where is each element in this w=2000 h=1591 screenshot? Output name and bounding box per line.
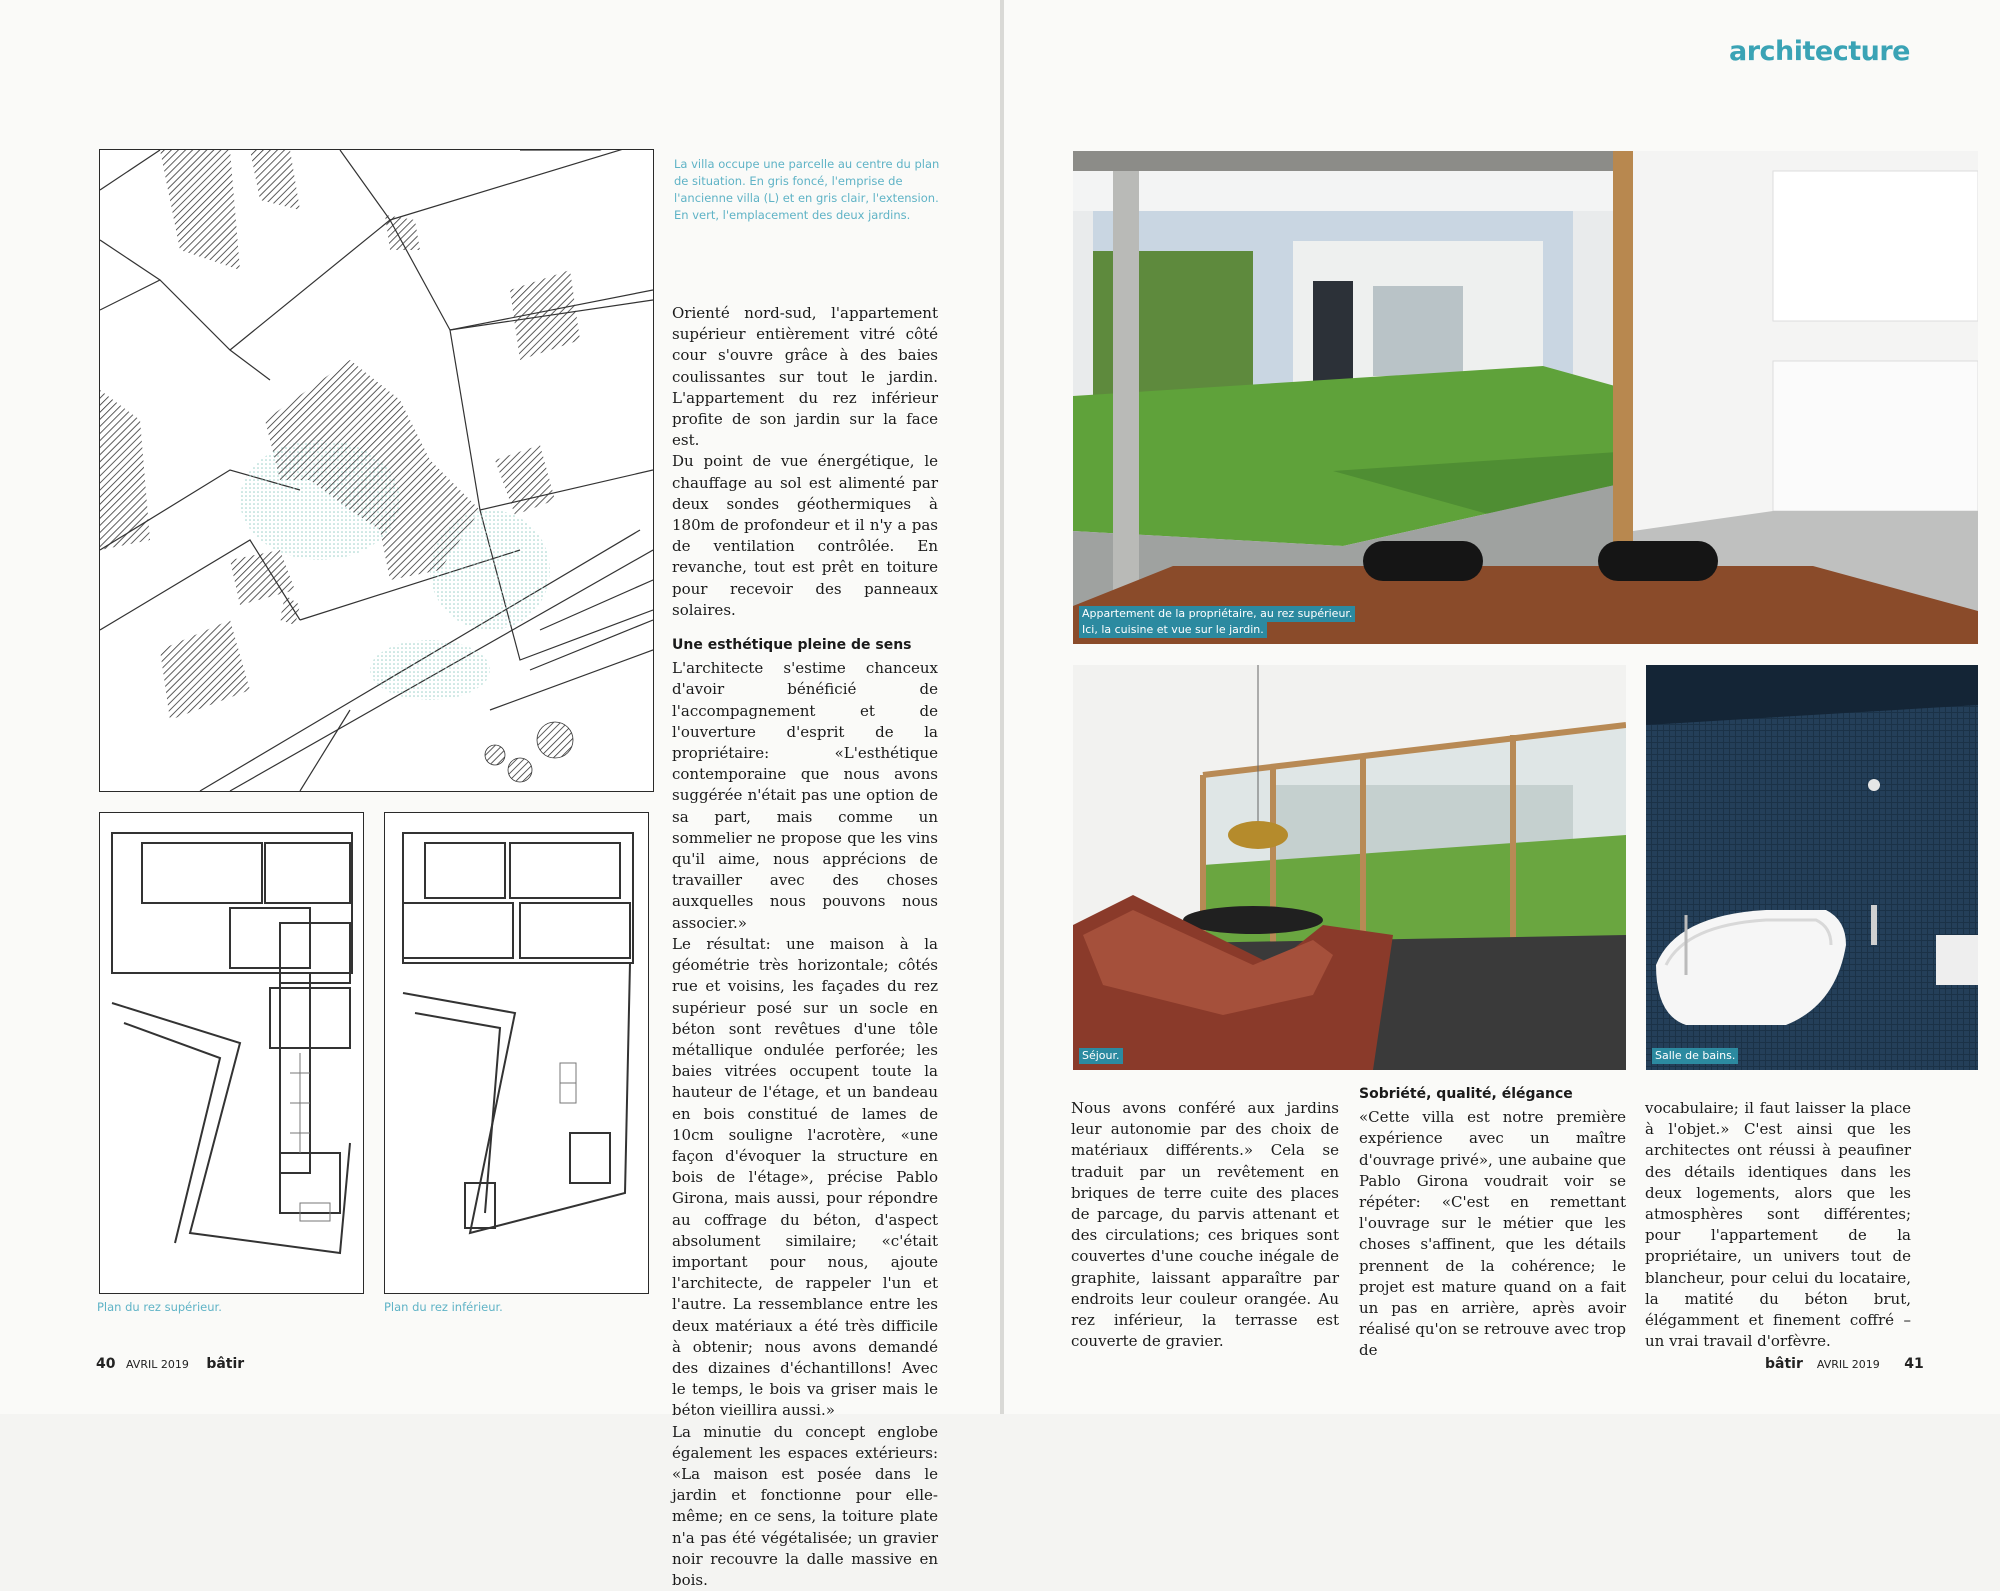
- page-number: 41: [1904, 1356, 1924, 1372]
- paragraph: L'architecte s'estime chanceux d'avoir bénéficié de l'accompagnement et de l'ouverture d'esprit de la propriétaire: «L'esthétique contemporaine que nous avons suggérée n'était pas une option de sa part, mais comme un sommelier ne propose que les vins qu'il aime, nous apprécions de travailler avec des choses auxquelles nous pouvons nous associer.»: [672, 659, 938, 932]
- photo-salle-de-bains: [1646, 665, 1978, 1070]
- photo-kitchen: [1073, 151, 1978, 644]
- issue-date: AVRIL 2019: [125, 1358, 189, 1371]
- plan-caption-lower: Plan du rez inférieur.: [384, 1300, 503, 1314]
- floor-plan-lower: [384, 812, 649, 1294]
- site-plan-caption: La villa occupe une parcelle au centre du plan de situation. En gris foncé, l'emprise de l'ancienne villa (L) et en gris clair, l'extension. En vert, l'emplacement des deux jardins.: [674, 157, 940, 222]
- magazine-name: bâtir: [1765, 1356, 1803, 1372]
- left-text-column: [672, 303, 938, 1591]
- paragraph: Du point de vue énergétique, le chauffage au sol est alimenté par deux sondes géothermiques à 180m de profondeur et il n'y a pas de ventilation contrôlée. En revanche, tout est prêt en toiture pour recevoir des panneaux solaires.: [672, 452, 938, 619]
- right-folio: [1765, 1356, 1924, 1372]
- photo-caption-bain: Salle de bains.: [1652, 1048, 1738, 1064]
- magazine-name: bâtir: [206, 1356, 245, 1372]
- floor-plan-upper: [99, 812, 364, 1294]
- photo-caption-sejour: Séjour.: [1079, 1048, 1123, 1064]
- page-number: 40: [96, 1356, 116, 1372]
- paragraph: «Cette villa est notre première expérience avec un maître d'ouvrage privé», une aubaine que Pablo Girona voudrait voir se répéter: «C'est en remettant l'ouvrage sur le métier que les choses s'affinent, que les détails prennent de la cohérence; le projet est mature quand on a fait un pas en arrière, après avoir réalisé qu'on se retrouve avec trop de: [1359, 1108, 1626, 1360]
- site-plan-drawing: [100, 150, 653, 791]
- section-title: architecture: [1729, 36, 1910, 67]
- subheading: Une esthétique pleine de sens: [672, 637, 912, 654]
- subheading: Sobriété, qualité, élégance: [1359, 1086, 1573, 1102]
- paragraph: Le résultat: une maison à la géométrie très horizontale; côtés rue et voisins, les façades du rez supérieur posé sur un socle en béton sont revêtues d'une tôle métallique ondulée perforée; les baies vitrées occupent toute la hauteur de l'étage, et un bandeau en bois constitué de lames de 10cm souligne l'acrotère, «une façon d'évoquer la structure en bois de l'étage», précise Pablo Girona, mais aussi, pour répondre au coffrage du béton, d'aspect absolument similaire; «c'était important pour nous, ajoute l'architecte, de rappeler l'un et l'autre. La ressemblance entre les deux matériaux a été très difficile à obtenir; nous avons demandé des dizaines d'échantillons! Avec le temps, le bois va griser mais le béton vieillira aussi.»: [672, 934, 938, 1420]
- plan-caption-upper: Plan du rez supérieur.: [97, 1300, 222, 1314]
- paragraph: La minutie du concept englobe également les espaces extérieurs: «La maison est posée dans le jardin et fonctionne pour elle-même; en ce sens, la toiture plate n'a pas été végétalisée; un gravier noir recouvre la dalle massive en bois.: [672, 1422, 938, 1589]
- site-plan: [99, 149, 654, 792]
- paragraph: Orienté nord-sud, l'appartement supérieur entièrement vitré côté cour s'ouvre grâce à des baies coulissantes sur tout le jardin. L'appartement du rez inférieur profite de son jardin sur la face est.: [672, 304, 938, 450]
- issue-date: AVRIL 2019: [1816, 1358, 1880, 1371]
- paragraph: vocabulaire; il faut laisser la place à l'objet.» C'est ainsi que les architectes ont réussi à peaufiner des détails identiques dans les deux logements, alors que les atmosphères sont différentes; pour l'appartement de la propriétaire, un univers tout de blancheur, pour celui du locataire, la matité du béton brut, élégamment et finement coffré – un vrai travail d'orfèvre.: [1645, 1099, 1911, 1351]
- photo-sejour: [1073, 665, 1626, 1070]
- paragraph: Nous avons conféré aux jardins leur autonomie par des choix de matériaux différents.» Cela se traduit par un revêtement en briques de terre cuite des places de parcage, du parvis attenant et des circulations; ces briques sont couvertes d'une couche inégale de graphite, laissant apparaître par endroits leur couleur orangée. Au rez inférieur, la terrasse est couverte de gravier.: [1071, 1099, 1339, 1351]
- right-text-column-1: [1071, 1098, 1339, 1352]
- right-text-column-3: [1645, 1098, 1911, 1352]
- photo-caption-kitchen: Appartement de la propriétaire, au rez supérieur. Ici, la cuisine et vue sur le jardin.: [1079, 606, 1355, 638]
- right-text-column-2: [1359, 1084, 1626, 1362]
- left-folio: [96, 1356, 244, 1372]
